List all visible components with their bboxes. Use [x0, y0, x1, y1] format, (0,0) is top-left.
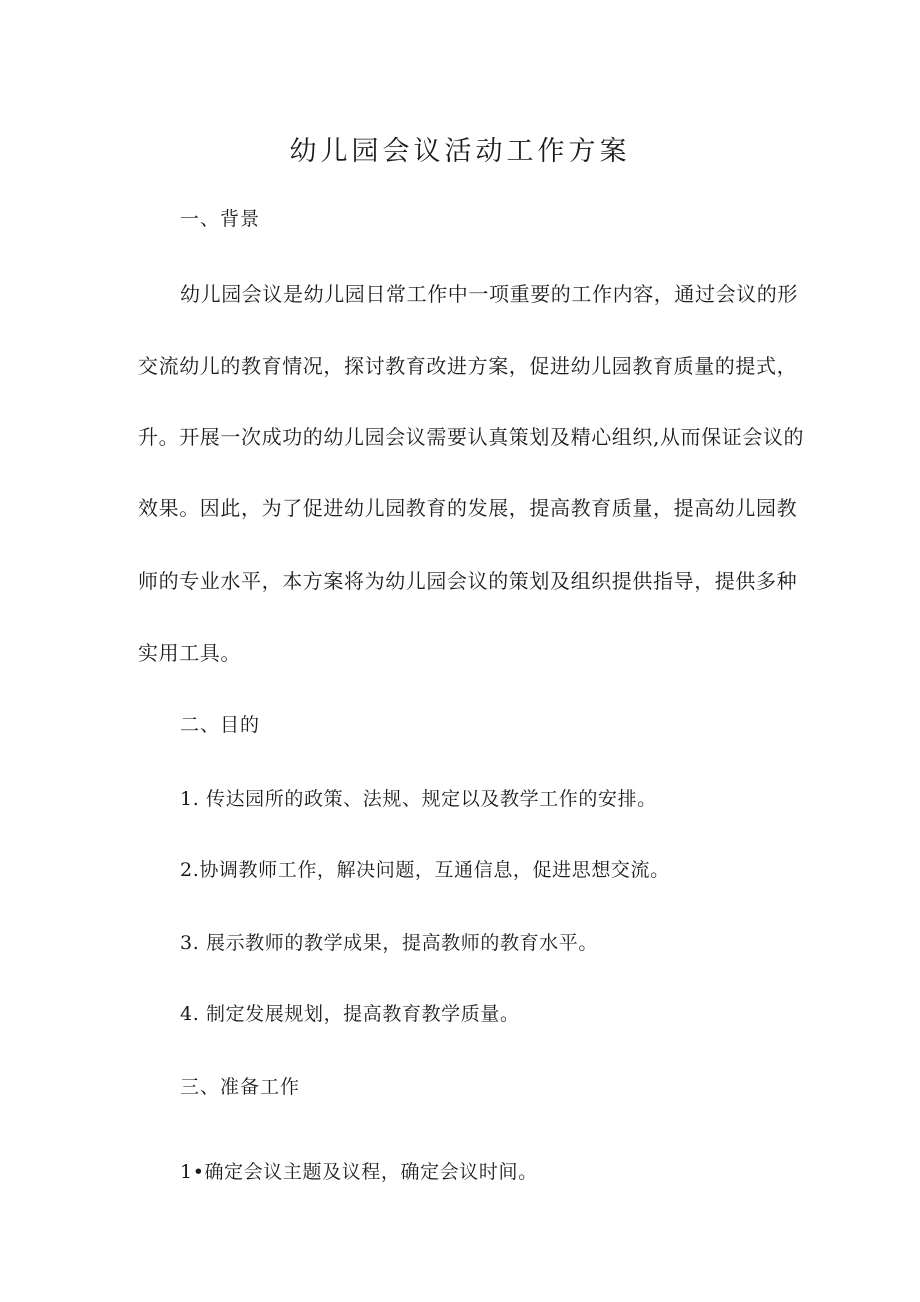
background-paragraph-line: 幼儿园会议是幼儿园日常工作中一项重要的工作内容，通过会议的形: [180, 282, 798, 306]
background-paragraph-line: 升。开展一次成功的幼儿园会议需要认真策划及精心组织,从而保证会议的: [138, 425, 805, 449]
purpose-list-item: 2.协调教师工作，解决问题，互通信息，促进思想交流。: [180, 859, 670, 881]
purpose-list-item: 3. 展示教师的教学成果，提高教师的教育水平。: [180, 932, 598, 954]
background-paragraph-line: 实用工具。: [138, 641, 241, 665]
purpose-list-item: 4. 制定发展规划，提高教育教学质量。: [180, 1003, 520, 1025]
background-paragraph-line: 师的专业水平，本方案将为幼儿园会议的策划及组织提供指导，提供多种: [138, 569, 798, 593]
purpose-list-item: 1. 传达园所的政策、法规、规定以及教学工作的安排。: [180, 788, 657, 810]
section-heading-preparation: 三、准备工作: [180, 1076, 301, 1098]
section-heading-background: 一、背景: [180, 208, 261, 230]
document-title: 幼儿园会议活动工作方案: [289, 136, 631, 167]
background-paragraph-line: 交流幼儿的教育情况，探讨教育改进方案，促进幼儿园教育质量的提式，: [138, 354, 798, 378]
preparation-list-item: 1•确定会议主题及议程，确定会议时间。: [180, 1161, 538, 1183]
section-heading-purpose: 二、目的: [180, 714, 261, 736]
background-paragraph-line: 效果。因此，为了促进幼儿园教育的发展，提高教育质量，提高幼儿园教: [138, 496, 798, 520]
